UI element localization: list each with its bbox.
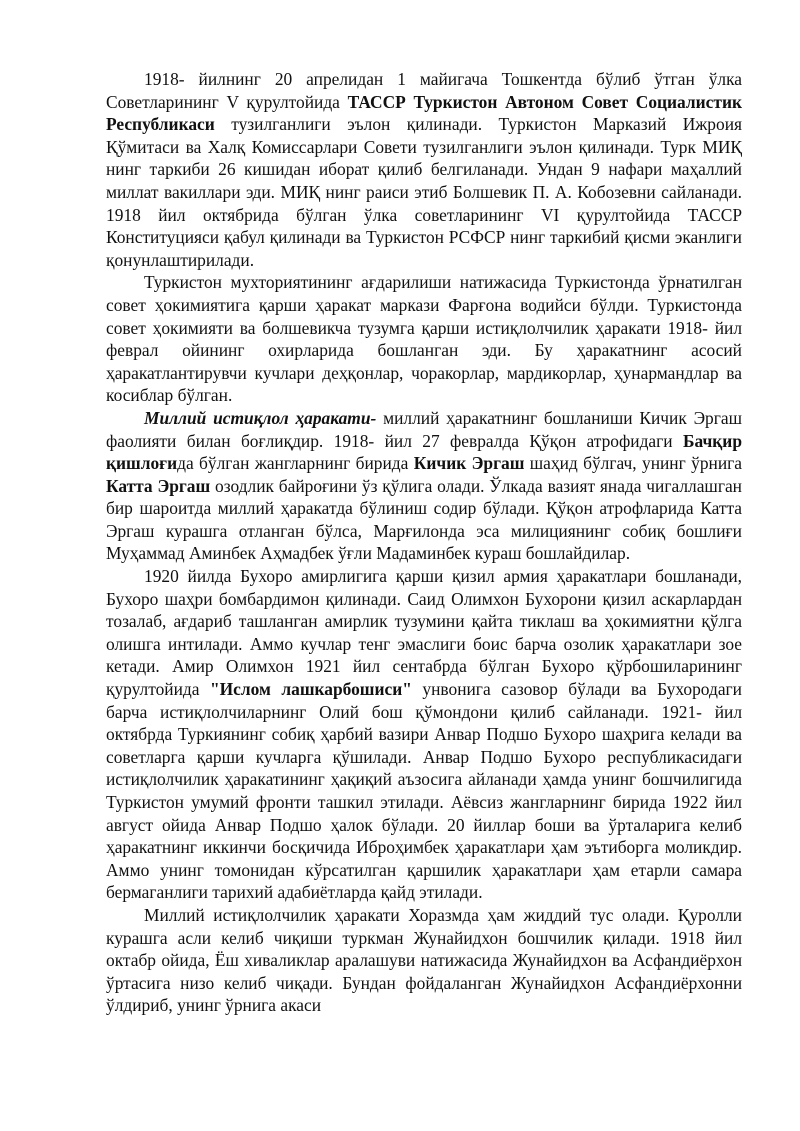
text-run: тузилганлиги эълон қилинади. Туркистон Марказий Ижроия Қўмитаси ва Халқ Комиссарлари Совети тузилганлиги эълон қилинади. Турк МИҚ нинг таркиби 26 кишидан иборат қилиб белгиланади. Ундан 9 нафари маҳаллий миллат вакиллари эди. МИҚ нинг раиси этиб Болшевик П. А. Кобозевни сайланади. 1918 йил октябрида бўлган ўлка советларининг VI қурултойида ТАССР Конституцияси қабул қилинади ва Туркистон РСФСР нинг таркибий қисми эканлиги қонунлаштирилади. — [106, 114, 742, 270]
bold-run: Бачқир қишлоғи — [106, 430, 742, 474]
bold-run: ТАССР Туркистон Автоном Совет Социалистик Республикаси — [106, 91, 742, 135]
paragraph-4 — [106, 565, 742, 904]
text-run: Миллий истиқлолчилик ҳаракати Хоразмда ҳам жиддий тус олади. Қуролли курашга асли келиб чиқиши туркман Жунайидхон бошчилик қилади. 1918 йил октабр ойида, Ёш хиваликлар аралашуви натижасида Жунайидхон ва Асфандиёрхон ўртасига низо келиб чиқади. Бундан фойдаланган Жунайидхон Асфандиёрхонни ўлдириб, унинг ўрнига акаси — [106, 904, 742, 1016]
text-run: да бўлган жангларнинг бирида — [177, 453, 414, 474]
bold-run: Катта Эргаш — [106, 475, 211, 496]
bold-run: Кичик Эргаш — [413, 453, 525, 474]
paragraph-1 — [106, 68, 742, 271]
paragraph-2 — [106, 271, 742, 407]
paragraph-3 — [106, 407, 742, 565]
bold-italic-run: Миллий истиқлол ҳаракати- — [144, 407, 377, 428]
text-run: 1918- йилнинг 20 апрелидан 1 майигача Тошкентда бўлиб ўтган ўлка Советларининг V қурултойида — [106, 69, 742, 112]
text-run: шаҳид бўлгач, унинг ўрнига — [524, 453, 742, 474]
text-run: 1920 йилда Бухоро амирлигига қарши қизил армия ҳаракатлари бошланади, Бухоро шаҳри бомбардимон қилинади. Саид Олимхон Бухорони қизил аскарлардан тозалаб, ағдариб ташланган амирлик тузумини қайта тиклаш ва ҳокимиятни қўлга олишга интилади. Аммо кучлар тенг эмаслиги боис барча озолик ҳаракатлари зое кетади. Амир Олимхон 1921 йил сентабрда бўлган Бухоро қўрбошиларининг қурултойида — [106, 566, 742, 700]
text-run: миллий ҳаракатнинг бошланиши Кичик Эргаш фаолияти билан боғлиқдир. 1918- йил 27 февралда Қўқон атрофидаги — [106, 407, 742, 451]
bold-run: "Ислом лашкарбошиси" — [209, 679, 412, 700]
text-run: Туркистон мухториятининг ағдарилиши натижасида Туркистонда ўрнатилган совет ҳокимиятига қарши ҳаракат маркази Фарғона водийси бўлди. Туркистонда совет ҳокимияти ва болшевикча тузумга қарши истиқлолчилик ҳаракати 1918- йил феврал ойининг охирларида бошланган эди. Бу ҳаракатнинг асосий ҳаракатлантирувчи кучлари деҳқонлар, чоракорлар, мардикорлар, ҳунармандлар ва косиблар бўлган. — [106, 272, 742, 406]
paragraph-5 — [106, 904, 742, 1017]
text-run: озодлик байроғини ўз қўлига олади. Ўлкада вазият янада чигаллашган бир шароитда миллий ҳаракатда бўлиниш содир бўлади. Қўқон атрофларида Катта Эргаш курашга отланган бўлса, Марғилонда эса милициянинг собиқ бошлиғи Муҳаммад Аминбек Аҳмадбек ўғли Мадаминбек кураш бошлайдилар. — [106, 475, 742, 564]
text-run: унвонига сазовор бўлади ва Бухородаги барча истиқлолчиларнинг Олий бош қўмондони қилиб сайланади. 1921- йил октябрда Туркиянинг собиқ ҳарбий вазири Анвар Подшо Бухоро шаҳрига келади ва советларга қарши кучларга қўшилади. Анвар Подшо Бухоро республикасидаги истиқлолчилик ҳаракатининг ҳақиқий аъзосига айланади ҳамда унинг бошчилигида Туркистон умумий фронти ташкил этилади. Аёвсиз жангларнинг бирида 1922 йил август ойида Анвар Подшо ҳалок бўлади. 20 йиллар боши ва ўрталарига келиб ҳаракатнинг иккинчи босқичида Иброҳимбек ҳаракатлари ҳам эътиборга моликдир. Аммо унинг томонидан кўрсатилган қаршилик ҳаракатлари ҳам етарли самара бермаганлиги тарихий адабиётларда қайд этилади. — [106, 679, 742, 903]
